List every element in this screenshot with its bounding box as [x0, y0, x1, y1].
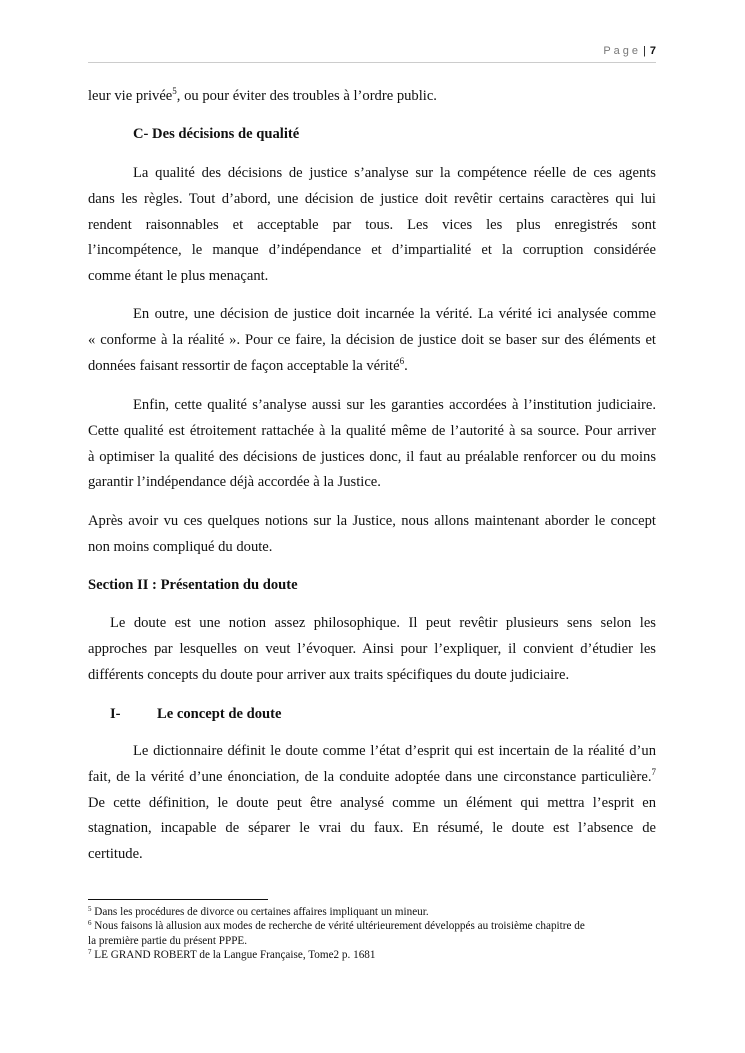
footnote-text: Dans les procédures de divorce ou certaines affaires impliquant un mineur.: [94, 906, 429, 918]
line: De cette définition, le doute peut être analysé comme un élément qui mettra l’esprit en: [88, 794, 656, 811]
line: La qualité des décisions de justice s’analyse sur la compétence réelle de ces agents: [133, 165, 656, 181]
header-rule: [88, 62, 656, 63]
paragraph-5: [88, 611, 656, 688]
footnote-text: LE GRAND ROBERT de la Langue Française, Tome2 p. 1681: [94, 948, 376, 961]
line: certitude.: [88, 846, 143, 863]
line: dans les règles. Tout d’abord, une décision de justice doit revêtir certains caractères qui lui: [88, 190, 656, 207]
heading-title: Le concept de doute: [157, 706, 282, 722]
line: Enfin, cette qualité s’analyse aussi sur les garanties accordées à l’institution judiciaire.: [133, 397, 656, 413]
line: Cette qualité est étroitement rattachée à la qualité même de l’autorité à sa source. Pour arriver: [88, 422, 656, 439]
line: différents concepts du doute pour arriver aux traits spécifiques du doute judiciaire.: [88, 666, 570, 683]
page-label: Page: [603, 45, 642, 57]
heading-c: C- Des décisions de qualité: [133, 126, 300, 142]
footnote-7: [88, 948, 656, 962]
footnote-rule: [88, 899, 268, 900]
heading-number: I-: [110, 706, 121, 722]
line: « conforme à la réalité ». Pour ce faire, la décision de justice doit se baser sur des éléments et: [88, 331, 656, 348]
footnote-6: [88, 919, 656, 948]
paragraph-2: [88, 302, 656, 379]
footnotes: [88, 905, 656, 962]
footnote-ref[interactable]: 6: [399, 355, 405, 366]
line: à optimiser la qualité des décisions de justices donc, il faut au préalable renforcer ou du moins: [88, 448, 656, 465]
footnote-text: la première partie du présent PPPE.: [88, 934, 248, 947]
text: données faisant ressortir de façon acceptable la vérité: [88, 357, 400, 374]
text: fait, de la vérité d’une énonciation, de la conduite adoptée dans une circonstance particulière.: [88, 768, 652, 785]
line: [88, 765, 656, 791]
line: non moins compliqué du doute.: [88, 538, 273, 555]
line: Après avoir vu ces quelques notions sur la Justice, nous allons maintenant aborder le concept: [88, 513, 656, 529]
intro-line: [88, 84, 656, 110]
line: stagnation, incapable de séparer le vrai du faux. En résumé, le doute est l’absence de: [88, 820, 656, 837]
line: [88, 354, 656, 380]
footnote-ref[interactable]: 7: [651, 766, 656, 777]
page-header: [603, 45, 656, 57]
section-heading: Section II : Présentation du doute: [88, 577, 298, 593]
footnote-number: 7: [88, 947, 92, 956]
paragraph-3: [88, 393, 656, 496]
paragraph-6: [88, 739, 656, 868]
line: approches par lesquelles on veut l’évoquer. Ainsi pour l’expliquer, il convient d’étudier les: [88, 640, 656, 657]
line: Le dictionnaire définit le doute comme l’état d’esprit qui est incertain de la réalité d’un: [133, 743, 656, 759]
line: rendent raisonnables et acceptable par tous. Les vices les plus enregistrés sont: [88, 216, 656, 233]
footnote-text: Nous faisons là allusion aux modes de recherche de vérité ultérieurement développés au troisième chapitre de: [94, 920, 585, 933]
footnote-5: [88, 905, 656, 919]
line: comme étant le plus menaçant.: [88, 268, 269, 285]
line: garantir l’indépendance déjà accordée à la Justice.: [88, 474, 381, 491]
text: leur vie privée: [88, 88, 173, 104]
footnote-number: 5: [88, 905, 92, 913]
separator: |: [643, 45, 646, 57]
paragraph-1: [88, 161, 656, 290]
text: .: [404, 357, 408, 374]
footnote-number: 6: [88, 919, 92, 928]
line: l’incompétence, le manque d’indépendance et d’impartialité et la corruption considérée: [88, 242, 656, 259]
line: En outre, une décision de justice doit incarnée la vérité. La vérité ici analysée comme: [133, 306, 656, 322]
page-number: 7: [649, 45, 656, 57]
paragraph-4: [88, 509, 656, 561]
footnote-ref[interactable]: 5: [172, 86, 177, 96]
line: Le doute est une notion assez philosophique. Il peut revêtir plusieurs sens selon les: [110, 615, 656, 631]
text: , ou pour éviter des troubles à l’ordre public.: [176, 88, 437, 104]
